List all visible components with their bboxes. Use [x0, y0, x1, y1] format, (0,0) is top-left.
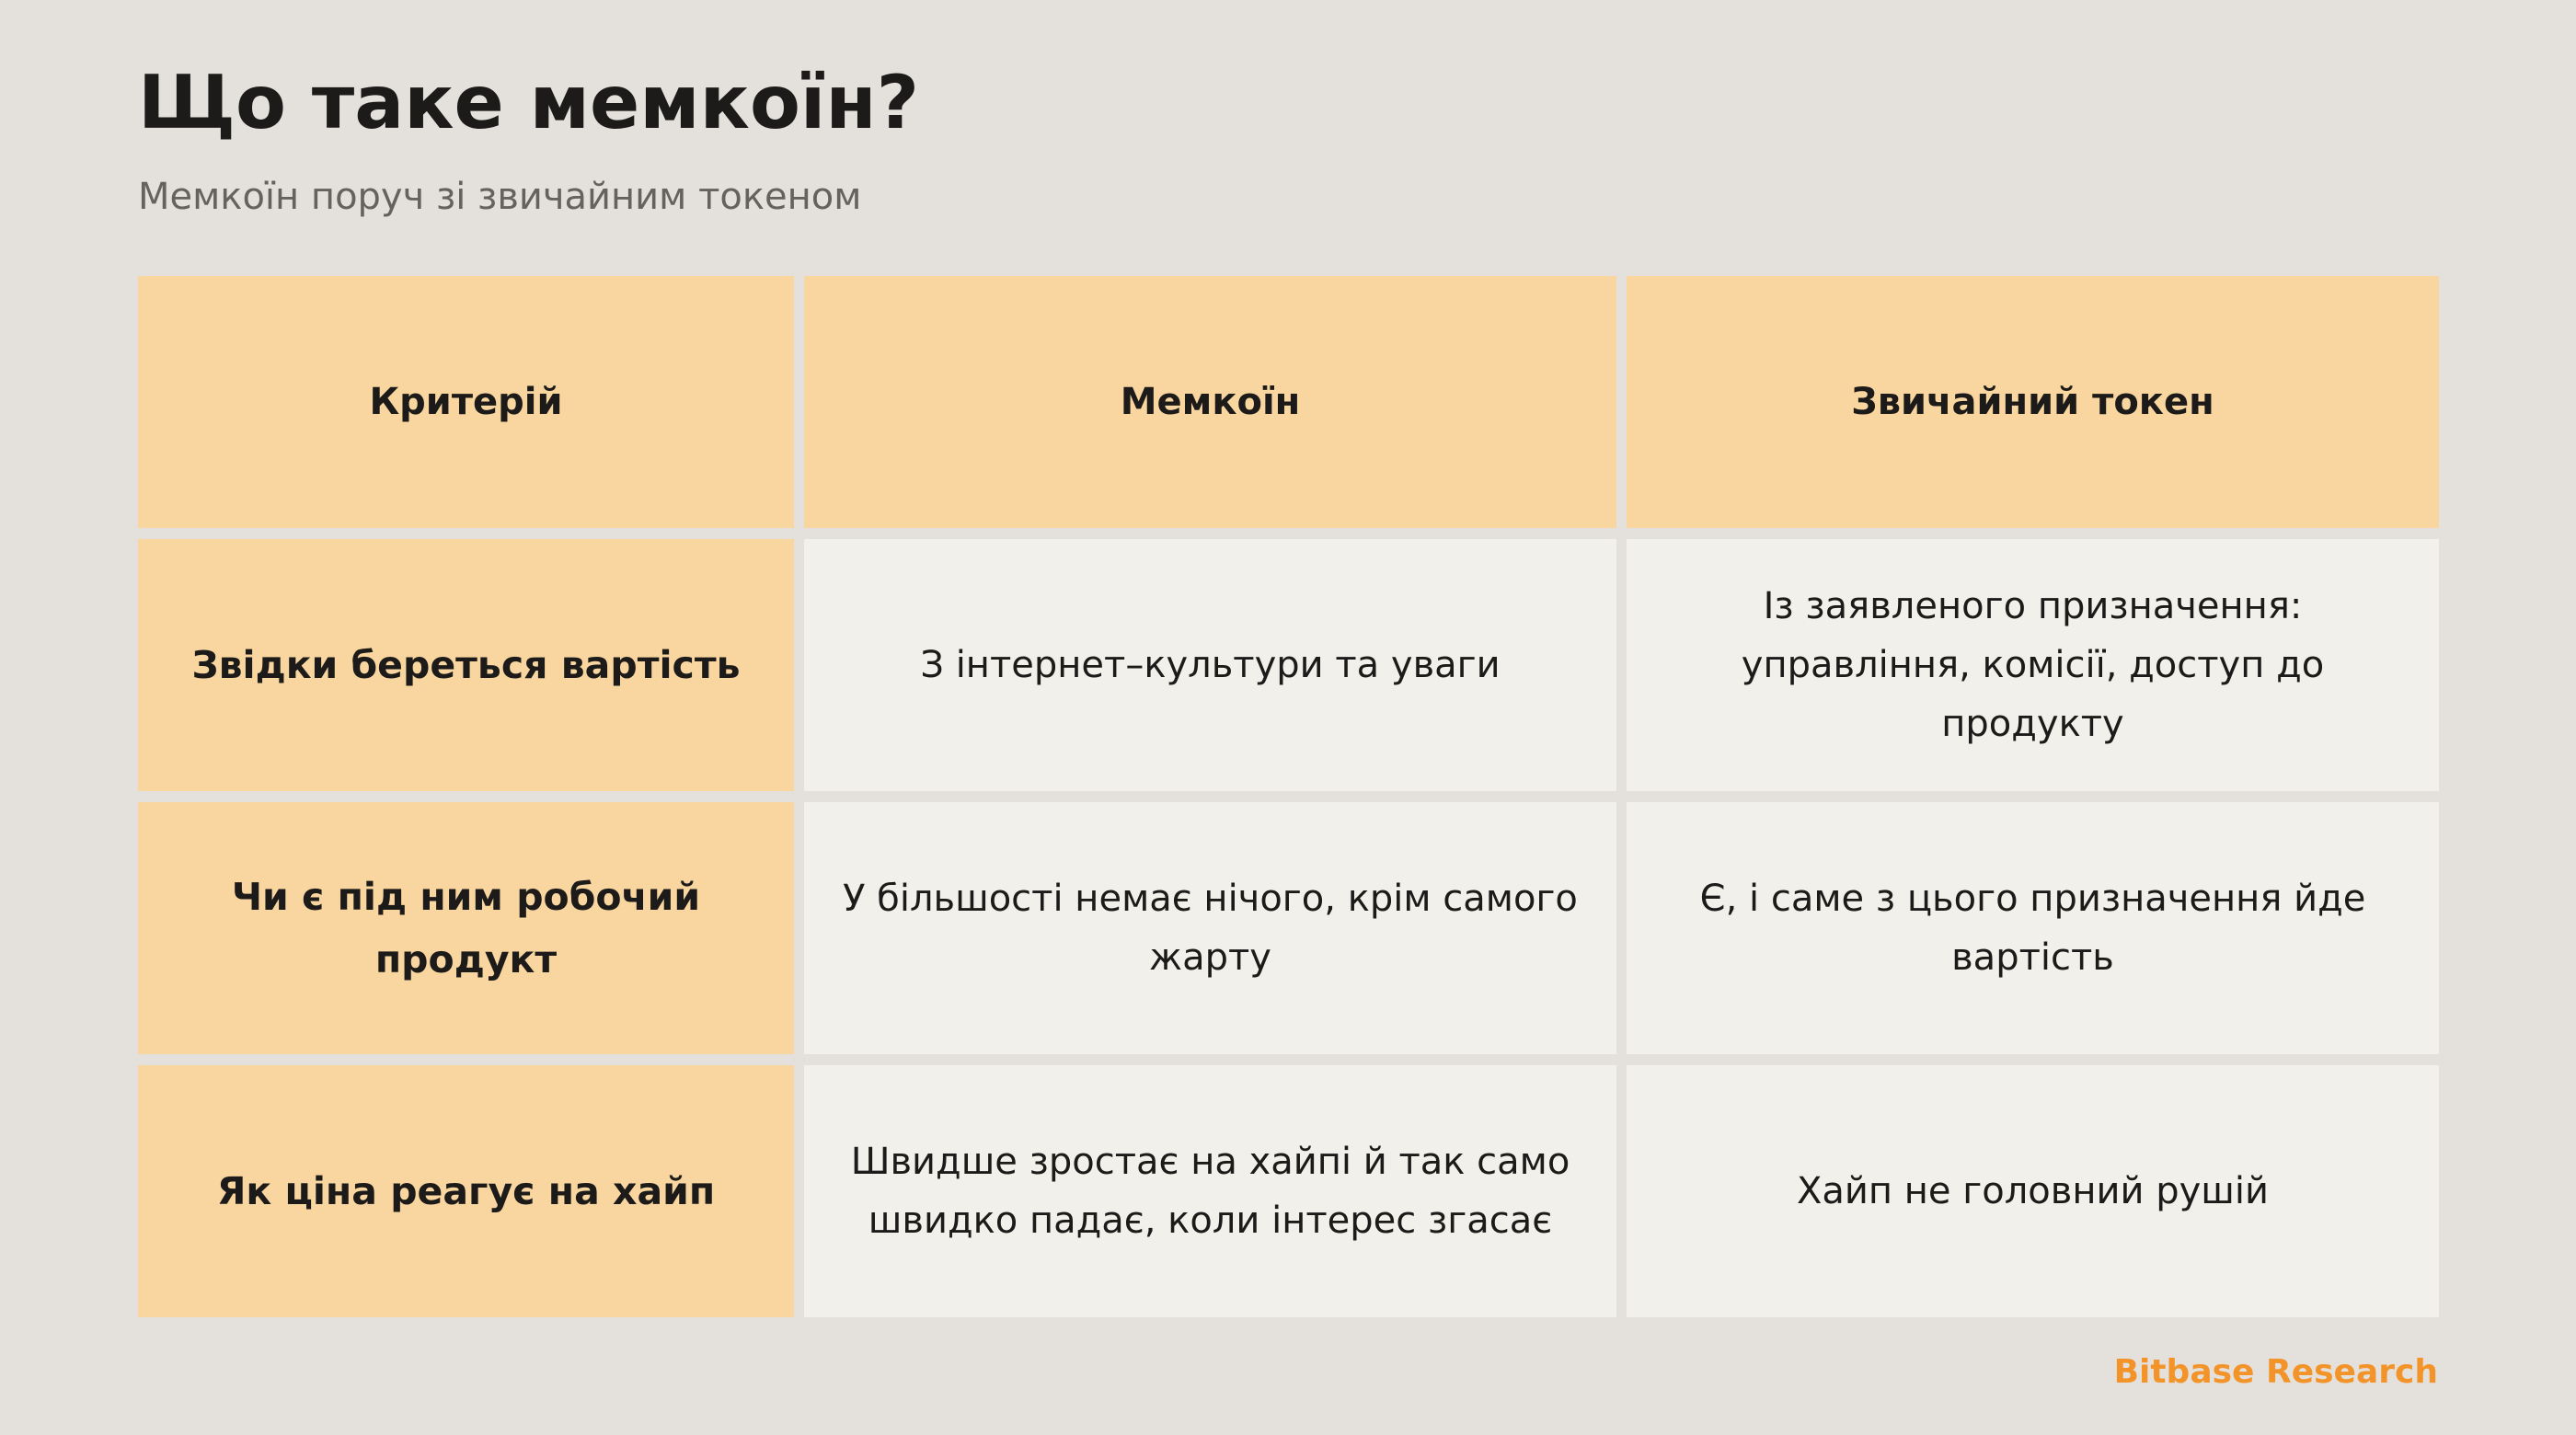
- row-memecoin-hype-reaction: Швидше зростає на хайпі й так само швидко падає, коли інтерес згасає: [804, 1065, 1616, 1317]
- table-header-token: Звичайний токен: [1627, 276, 2439, 528]
- row-token-value-source: Із заявленого призначення: управління, комісії, доступ до продукту: [1627, 539, 2439, 791]
- row-token-hype-reaction: Хайп не головний рушій: [1627, 1065, 2439, 1317]
- row-criterion-working-product: Чи є під ним робочий продукт: [138, 802, 794, 1054]
- table-header-memecoin: Мемкоїн: [804, 276, 1616, 528]
- row-criterion-hype-reaction: Як ціна реагує на хайп: [138, 1065, 794, 1317]
- page-title: Що таке мемкоїн?: [138, 60, 920, 145]
- row-token-working-product: Є, і саме з цього призначення йде вартість: [1627, 802, 2439, 1054]
- comparison-table: [138, 276, 2438, 1318]
- page-subtitle: Мемкоїн поруч зі звичайним токеном: [138, 176, 862, 218]
- row-memecoin-value-source: З інтернет–культури та уваги: [804, 539, 1616, 791]
- row-criterion-value-source: Звідки береться вартість: [138, 539, 794, 791]
- row-memecoin-working-product: У більшості немає нічого, крім самого жарту: [804, 802, 1616, 1054]
- brand-footer: Bitbase Research: [2113, 1353, 2438, 1391]
- table-header-criterion: Критерій: [138, 276, 794, 528]
